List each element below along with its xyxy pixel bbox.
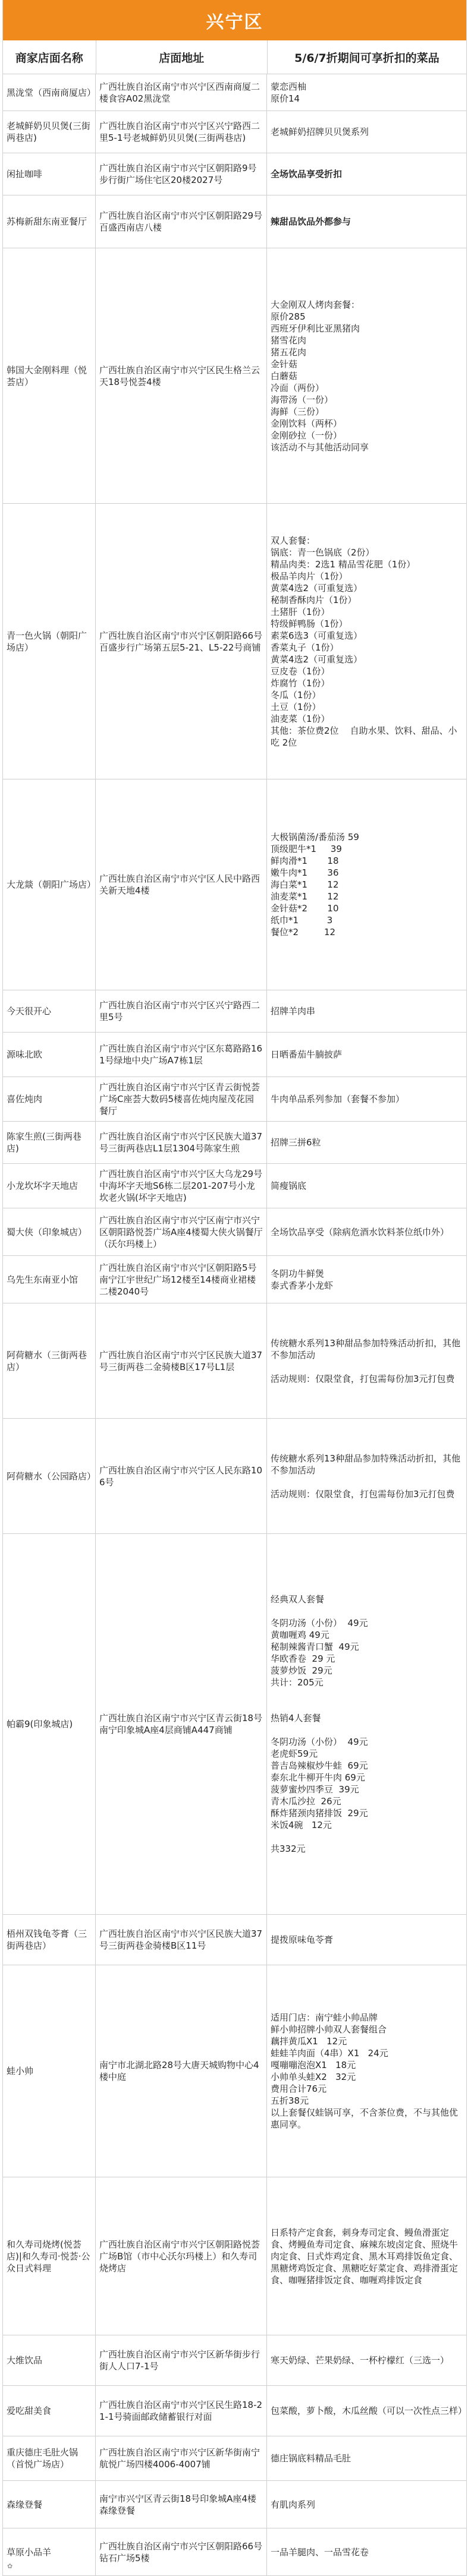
discount-dishes: 传统糖水系列13种甜品参加特殊活动折扣，其他不参加活动 活动规则：仅限堂食，打包需每份加3元打包费	[271, 1337, 461, 1384]
store-address: 南宁市兴宁区青云街18号印象城A座4楼 森缘登餐	[96, 2481, 267, 2528]
store-name: 大龙燚（朝阳广场店）	[3, 779, 96, 990]
page	[2, 0, 467, 2576]
store-name: 重庆德庄毛肚火锅（首悦广场店）	[3, 2436, 96, 2480]
store-name: 闲扯咖啡	[3, 153, 96, 195]
discount-dishes: 日系特产定食套，刺身寿司定食、鳗鱼滑蛋定食、烤鳗鱼寿司定食、麻辣东坡卤定食、照烧牛肉定食、日式炸鸡定食、黑木耳鸡排饭鱼定食、黑糖烤鸡饭定食、黑糖吃好菜定食、鸡排滑蛋定食、咖喱猪排饭定食、咖喱鸡排饭定食	[271, 2227, 458, 2285]
store-table-body	[3, 74, 466, 2576]
store-name: 青一色火锅（朝阳广场店）	[3, 504, 96, 779]
table-row	[3, 2528, 466, 2576]
table-row	[3, 2481, 466, 2528]
store-address: 广西壮族自治区南宁市兴宁区民生格兰云天18号悦荟4楼	[96, 248, 267, 503]
district-title: 兴宁区	[3, 0, 466, 40]
store-name: 小龙坎坏字天地店	[3, 1164, 96, 1208]
store-name: 源味北欧	[3, 1033, 96, 1077]
discount-dishes: 双人套餐： 锅底：青一色锅底（2份） 精品肉类：2选1 精品雪花肥（1份） 极品羊肉片（1份） 黄菜4选2（可重复选） 秘制香酥肉片（1份） 土猪肝（1份） 特级鲜鸭肠（1份） 素菜6选3（可重复选） 香菜丸子（1份） 黄菜4选2（可重复选） 豆皮卷（1份） 炸腐竹（1份） 冬瓜（1份） 土豆（1份） 油麦菜（1份） 其他：茶位费2位 自助水果、饮料、甜品、小吃 2位	[271, 535, 457, 748]
table-row	[3, 1965, 466, 2177]
discount-dishes: 冬阴功牛鲜煲 泰式香茅小龙虾	[271, 1268, 334, 1291]
store-name: 陈家生煎(三街两巷店)	[3, 1122, 96, 1163]
table-row	[3, 2436, 466, 2481]
store-address: 广西壮族自治区南宁市兴宁区朝阳路9号步行街广场住宅区20楼2027号	[96, 153, 267, 195]
table-row	[3, 1915, 466, 1965]
store-address: 广西壮族自治区南宁市兴宁区朝阳路66号百盛步行广场第五层5-21、L5-22号商铺	[96, 504, 267, 779]
store-address: 广西壮族自治区南宁市兴宁区人民中路西关新天地4楼	[96, 779, 267, 990]
table-row	[3, 1122, 466, 1164]
discount-dishes: 经典双人套餐 冬阴功汤（小份） 49元 黄咖喱鸡 49元 秘制辣酱青口蟹 49元 华欧香卷 29 元 菠萝炒饭 29元 共计：205元 热销4人套餐 冬阴功汤（小份） 49元 老虎虾59元 普吉岛辣椒炒牛蛙 69元 泰东北牛柳开牛肉 69元 菠萝蜜炒四季豆 39元 青木瓜沙拉 26元 酥炸猪颈肉猪排饭 29元 米饭4碗 12元 共332元	[271, 1594, 368, 1854]
store-address: 广西壮族自治区南宁市兴宁区人民东路106号	[96, 1419, 267, 1533]
store-address: 广西壮族自治区南宁市兴宁区兴宁路西二里5-1号老城鲜奶贝贝煲(三街两巷店)	[96, 111, 267, 153]
store-address: 广西壮族自治区南宁市兴宁区朝阳路悦荟广场B馆（市中心沃尔玛楼上）和久寿司烧烤店	[96, 2177, 267, 2335]
header-store-address: 店面地址	[96, 40, 268, 74]
header-discount-dishes: 5/6/7折期间可享折扣的菜品	[294, 51, 439, 65]
store-name: 喜佐炖肉	[3, 1077, 96, 1121]
watermark: ✿	[7, 2562, 13, 2570]
header-store-name: 商家店面名称	[3, 40, 96, 74]
store-name: 苏梅新甜东南亚餐厅	[3, 195, 96, 248]
discount-dishes: 日晒番茄牛腩披萨	[271, 1049, 343, 1060]
store-address: 广西壮族自治区南宁市兴宁区大乌龙29号中海坏字天地S6栋二层201-207号小龙坎老火锅(坏字天地店)	[96, 1164, 267, 1208]
discount-dishes: 简瘦锅底	[271, 1180, 307, 1191]
store-name: 爱吃甜美食	[3, 2386, 96, 2436]
table-row	[3, 990, 466, 1033]
discount-dishes: 一品羊腿肉、一品雪花卷	[271, 2546, 369, 2558]
store-address: 广西壮族自治区南宁市兴宁区东葛路路161号绿地中央广场A7栋1层	[96, 1033, 267, 1077]
table-row	[3, 1303, 466, 1419]
store-address: 南宁市北湖北路28号大唐天城购物中心4楼中庭	[96, 1965, 267, 2177]
table-row	[3, 2386, 466, 2436]
store-name: 韩国大金刚料理（悦荟店）	[3, 248, 96, 503]
table-header	[3, 40, 466, 74]
table-row	[3, 111, 466, 153]
table-row	[3, 1534, 466, 1915]
discount-dishes: 蒙恋西柚 原价14	[271, 81, 307, 104]
table-row	[3, 153, 466, 195]
discount-dishes: 包菜酸，萝卜酸，木瓜丝酸（可以一次性点三样）	[271, 2405, 467, 2416]
discount-dishes: 大极锅菌汤/番茄汤 59 顶级肥牛*1 39 鲜肉滑*1 18 嫩牛肉*1 36 海白菜*1 12 油麦菜*1 12 金针菇*2 10 纸巾*1 3 餐位*2 12	[271, 832, 359, 937]
discount-dishes: 提拨原味龟苓膏	[271, 1934, 334, 1945]
store-name: 帕霸9(印象城店)	[3, 1534, 96, 1914]
store-address: 广西壮族自治区南宁市兴宁区朝阳路5号南宁江宇世纪广场12楼至14楼商业裙楼二楼2040号	[96, 1256, 267, 1303]
store-address: 广西壮族自治区南宁市兴宁区民生路18-21-1号骑面邮政储蓄银行对面	[96, 2386, 267, 2436]
discount-dishes: 有肌肉系列	[271, 2499, 316, 2510]
store-name: 黑泷堂（西南商厦店）	[3, 74, 96, 111]
table-row	[3, 2335, 466, 2386]
store-address: 广西壮族自治区南宁市兴宁区青云街悦荟广场C座荟大数码5楼喜佐炖肉屋茂花园餐厅	[96, 1077, 267, 1121]
store-address: 广西壮族自治区南宁市兴宁区朝阳路29号百盛西南店八楼	[96, 195, 267, 248]
table-row	[3, 1419, 466, 1534]
store-address: 广西壮族自治区南宁市兴宁区青云街18号南宁印象城A座4层商铺A447商铺	[96, 1534, 267, 1914]
discount-dishes: 传统糖水系列13种甜品参加特殊活动折扣，其他不参加活动 活动规则：仅限堂食，打包需每份加3元打包费	[271, 1453, 461, 1499]
table-row	[3, 1208, 466, 1256]
store-address: 广西壮族自治区南宁市兴宁区朝阳路66号钻石广场5楼	[96, 2528, 267, 2575]
store-name: 老城鲜奶贝贝煲(三街两巷店)	[3, 111, 96, 153]
store-address: 广西壮族自治区南宁市兴宁区兴宁路西二里5号	[96, 990, 267, 1032]
store-name: 梧州双钱龟苓膏（三街两巷店）	[3, 1915, 96, 1965]
discount-dishes: 辣甜品饮品外都参与	[271, 216, 351, 227]
table-row	[3, 1256, 466, 1303]
discount-dishes: 全场饮品享受折扣	[271, 169, 343, 179]
store-name: 乌先生东南亚小馆	[3, 1256, 96, 1303]
discount-dishes: 德庄锅底料精品毛肚	[271, 2453, 351, 2464]
store-name: 阿荷糖水（公园路店）	[3, 1419, 96, 1533]
table-row	[3, 195, 466, 248]
store-name: 今天很开心	[3, 990, 96, 1032]
store-address: 广西壮族自治区南宁市兴宁区南宁市兴宁区朝阳路悦荟广场A座4楼蜀大侠火锅餐厅（沃尔玛楼上）	[96, 1208, 267, 1255]
table-row	[3, 1033, 466, 1077]
table-row	[3, 779, 466, 990]
store-address: 广西壮族自治区南宁市兴宁区民族大道37号三街两巷金骑楼B区11号	[96, 1915, 267, 1965]
store-address: 广西壮族自治区南宁市兴宁区民族大道37号三街两巷店L1层1304号陈家生煎	[96, 1122, 267, 1163]
store-name: 大维饮品	[3, 2335, 96, 2385]
store-address: 广西壮族自治区南宁市兴宁区新华街步行街人人口7-1号	[96, 2335, 267, 2385]
discount-dishes: 大金刚双人烤肉套餐： 原价285 西班牙伊利比亚黑猪肉 猪雪花肉 猪五花肉 金针菇 白蘑菇 冷面（两份） 海带汤（一份） 海鲜（三份） 金刚饮料（两杯） 金刚砂拉（一份） 该活动不与其他活动同享	[271, 299, 369, 453]
discount-dishes: 全场饮品享受（除病危酒水饮料茶位纸巾外）	[271, 1226, 450, 1238]
table-row	[3, 504, 466, 779]
store-address: 广西壮族自治区南宁市兴宁区新华街南宁航悦广场四楼4006-4007铺	[96, 2436, 267, 2480]
table-row	[3, 74, 466, 111]
discount-dishes: 寒天奶绿、芒果奶绿、一杯柠檬红（三选一）	[271, 2355, 450, 2366]
table-row	[3, 248, 466, 504]
store-name: 草原小品羊	[3, 2528, 96, 2575]
discount-dishes: 适用门店：南宁蛙小帅品牌 鲜小帅招牌小帅双人套餐组合 藕拌黄瓜X1 12元 蛙蛙羊肉面（4串）X1 24元 嘎嘣嘣泡泡X1 18元 小帅单头蛙X2 32元 费用合计76元 五折38元 以上套餐仅蛙锅可享，不含茶位费，不与其他优惠同享。	[271, 2012, 458, 2130]
store-name: 森缘登餐	[3, 2481, 96, 2528]
discount-dishes: 老城鲜奶招牌贝贝煲系列	[271, 127, 369, 137]
table-row	[3, 2177, 466, 2335]
store-name: 阿荷糖水（三街两巷店）	[3, 1303, 96, 1418]
store-name: 和久寿司烧烤(悦荟店)|和久寿司·悦荟·公众日式料理	[3, 2177, 96, 2335]
discount-dishes: 招牌羊肉串	[271, 1006, 316, 1016]
discount-dishes: 牛肉单品系列参加（套餐不参加）	[271, 1094, 405, 1104]
store-name: 蜀大侠（印象城店）	[3, 1208, 96, 1255]
store-address: 广西壮族自治区南宁市兴宁区民族大道37号三街两巷二金骑楼B区17号L1层	[96, 1303, 267, 1418]
table-row	[3, 1077, 466, 1122]
store-name: 蛙小帅	[3, 1965, 96, 2177]
store-address: 广西壮族自治区南宁市兴宁区西南商厦二楼食容A02黑泷堂	[96, 74, 267, 111]
table-row	[3, 1164, 466, 1208]
discount-dishes: 招牌三拼6粒	[271, 1137, 321, 1148]
